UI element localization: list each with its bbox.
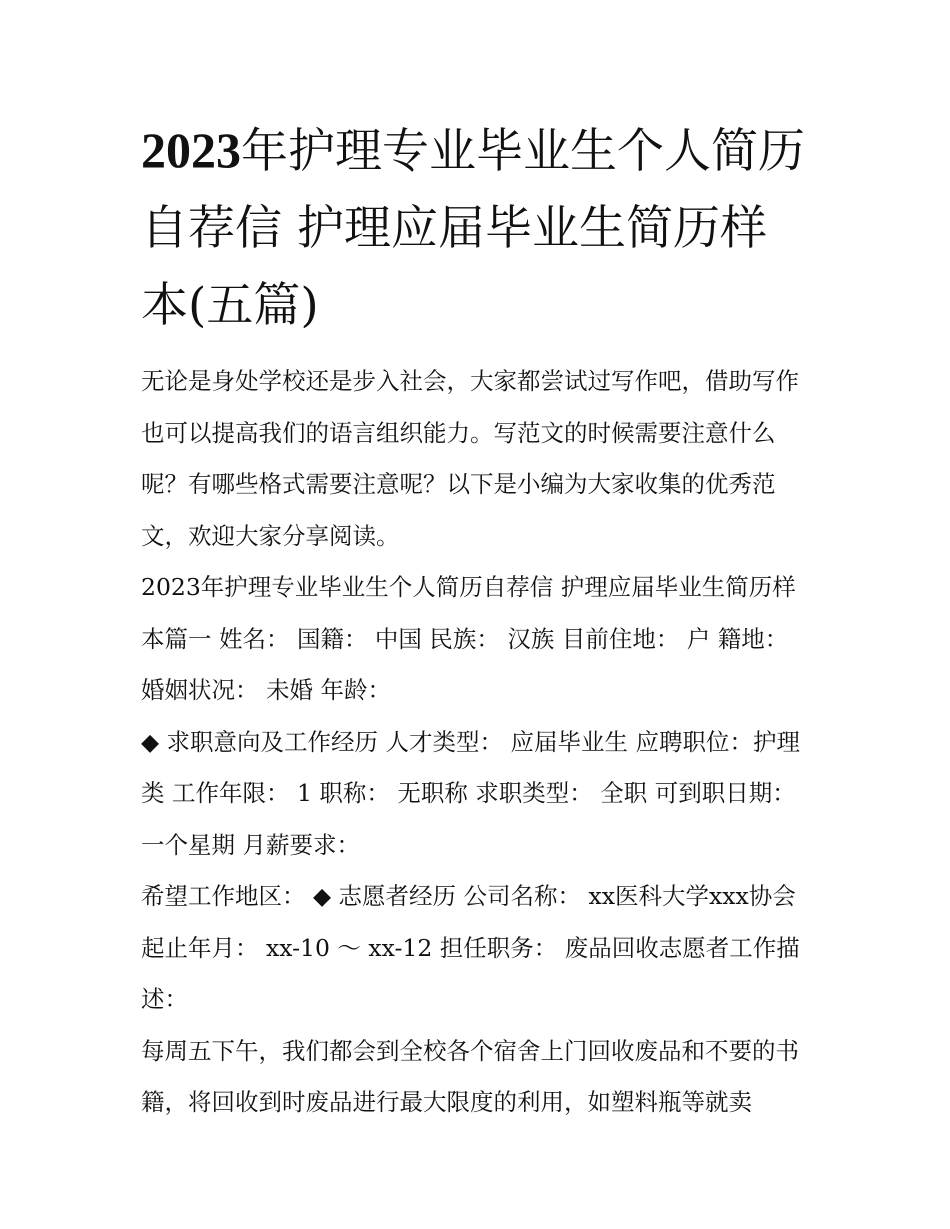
work-description-paragraph: 每周五下午，我们都会到全校各个宿舍上门回收废品和不要的书籍，将回收到时废品进行最大限度的利用，如塑料瓶等就卖 — [141, 1036, 799, 1116]
volunteer-experience-paragraph: 希望工作地区： ◆ 志愿者经历 公司名称： xx医科大学xxx协会 起止年月： xx-10 ～ xx-12 担任职务： 废品回收志愿者工作描述： — [141, 882, 800, 1013]
intro-paragraph: 无论是身处学校还是步入社会，大家都尝试过写作吧，借助写作也可以提高我们的语言组织能力。写范文的时候需要注意什么呢？有哪些格式需要注意呢？以下是小编为大家收集的优秀范文，欢迎大家分享阅读。 — [141, 367, 799, 550]
document-body — [141, 356, 816, 1129]
title-year: 2023 — [141, 122, 241, 178]
job-intention-paragraph: ◆ 求职意向及工作经历 人才类型： 应届毕业生 应聘职位：护理类 工作年限： 1 职称： 无职称 求职类型： 全职 可到职日期： 一个星期 月薪要求： — [141, 727, 800, 859]
resume-basic-info-paragraph: 2023年护理专业毕业生个人简历自荐信 护理应届毕业生简历样本篇一 姓名： 国籍： 中国 民族： 汉族 目前住地： 户 籍地： 婚姻状况： 未婚 年龄： — [141, 573, 796, 704]
title-text: 年护理专业毕业生个人简历自荐信 护理应届毕业生简历样本(五篇) — [141, 124, 805, 333]
document-title — [141, 112, 811, 344]
